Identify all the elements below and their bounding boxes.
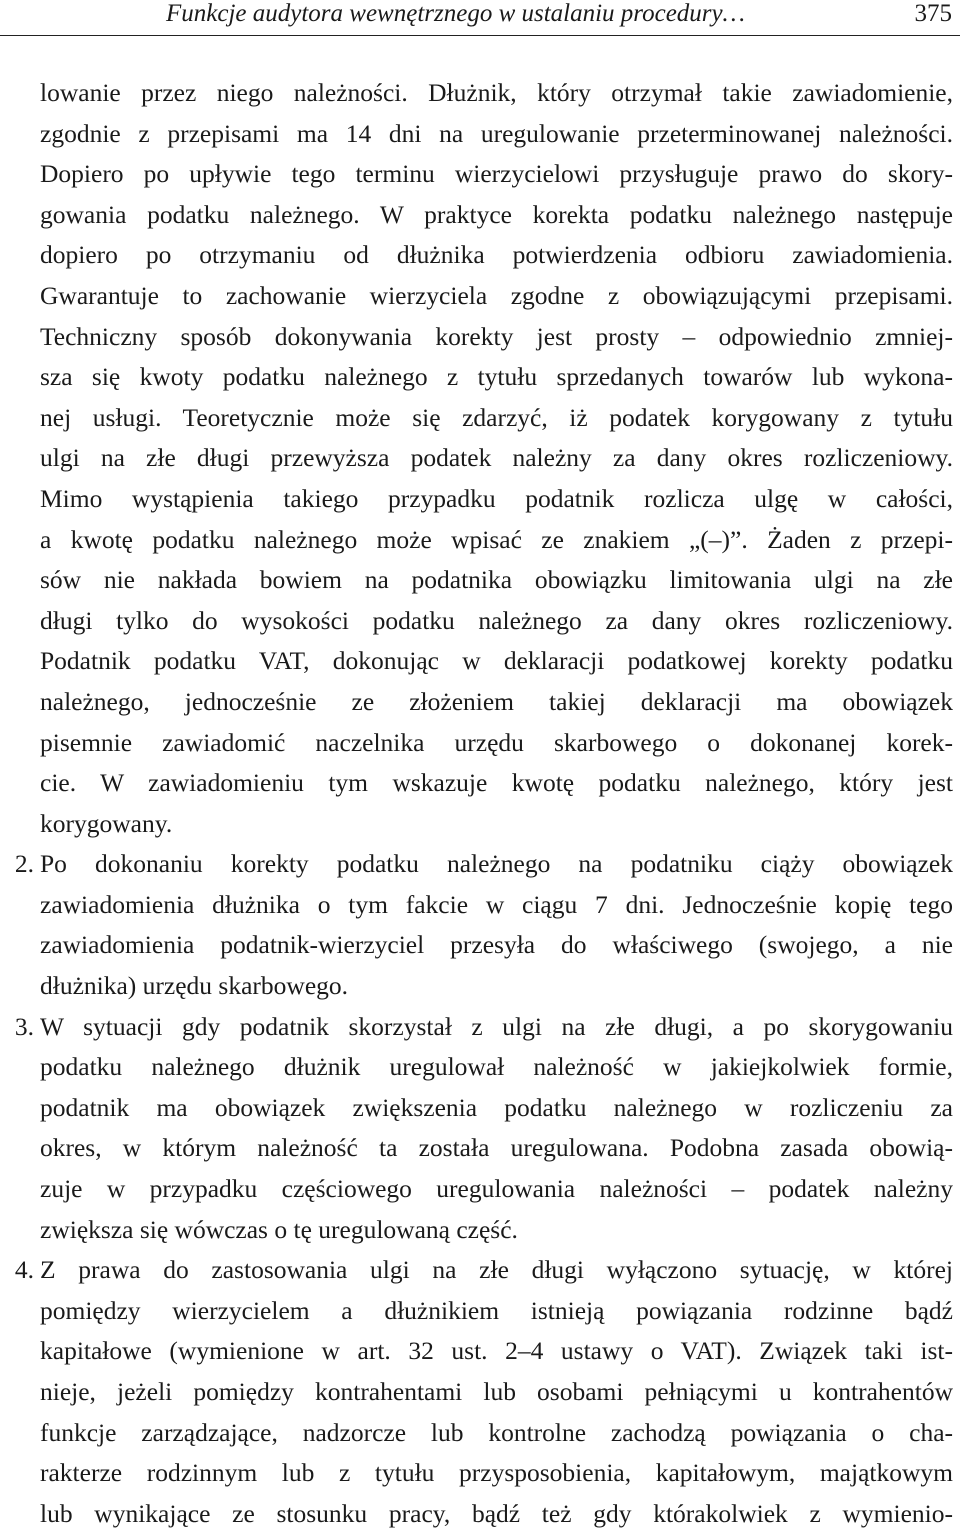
list-item-number: 2.	[14, 849, 34, 879]
text-line: Dopiero po upływie tego terminu wierzycielowi przysługuje prawo do skory-	[40, 159, 953, 189]
list-item-number: 3.	[14, 1011, 34, 1041]
text-line: nej usługi. Teoretycznie może się zdarzyć, iż podatek korygowany z tytułu	[40, 402, 953, 432]
text-line: lowanie przez niego należności. Dłużnik, który otrzymał takie zawiadomienie,	[40, 78, 953, 107]
text-line: kapitałowe (wymienione w art. 32 ust. 2–4 ustawy o VAT). Związek taki ist-	[40, 1336, 953, 1366]
text-line: długi tylko do wysokości podatku należnego za dany okres rozliczeniowy.	[40, 605, 953, 635]
text-line: Po dokonaniu korekty podatku należnego na podatniku ciąży obowiązek	[40, 849, 953, 879]
text-line: pisemnie zawiadomić naczelnika urzędu skarbowego o dokonanej korek-	[40, 727, 953, 757]
text-line: należnego, jednocześnie ze złożeniem takiej deklaracji ma obowiązek	[40, 686, 953, 716]
text-line: sów nie nakłada bowiem na podatnika obowiązku limitowania ulgi na złe	[40, 565, 953, 595]
text-line: nieje, jeżeli pomiędzy kontrahentami lub osobami pełniącymi u kontrahentów	[40, 1377, 953, 1406]
running-header-title: Funkcje audytora wewnętrznego w ustalaniu procedury…	[166, 0, 745, 27]
page-number: 375	[914, 0, 952, 27]
text-line: podatku należnego dłużnik uregulował należność w jakiejkolwiek formie,	[40, 1052, 953, 1082]
text-line: cie. W zawiadomieniu tym wskazuje kwotę podatku należnego, który jest	[40, 768, 953, 798]
text-line: okres, w którym należność ta została uregulowana. Podobna zasada obowią-	[40, 1133, 953, 1163]
list-item-2	[14, 844, 953, 1006]
text-line: W sytuacji gdy podatnik skorzystał z ulgi na złe długi, a po skorygowaniu	[40, 1011, 953, 1041]
text-line: zwiększa się wówczas o tę uregulowaną część.	[40, 1214, 518, 1244]
text-line: Techniczny sposób dokonywania korekty jest prosty – odpowiednio zmniej-	[40, 321, 953, 351]
text-line: Z prawa do zastosowania ulgi na złe długi wyłączono sytuację, w której	[40, 1255, 953, 1285]
text-line: zawiadomienia dłużnika o tym fakcie w ciągu 7 dni. Jednocześnie kopię tego	[40, 889, 953, 919]
list-item-number: 4.	[14, 1255, 34, 1285]
text-line: sza się kwoty podatku należnego z tytułu sprzedanych towarów lub wykona-	[40, 362, 953, 392]
list-item-4	[14, 1250, 953, 1534]
text-line: funkcje zarządzające, nadzorcze lub kontrolne zachodzą powiązania o cha-	[40, 1417, 953, 1447]
text-line: podatnik ma obowiązek zwiększenia podatku należnego w rozliczeniu za	[40, 1092, 953, 1122]
text-line: gowania podatku należnego. W praktyce korekta podatku należnego następuje	[40, 199, 953, 229]
text-line: pomiędzy wierzycielem a dłużnikiem istnieją powiązania rodzinne bądź	[40, 1295, 953, 1325]
text-line: zawiadomienia podatnik-wierzyciel przesyła do właściwego (swojego, a nie	[40, 930, 953, 960]
text-line: korygowany.	[40, 808, 173, 838]
list-item-3	[14, 1007, 953, 1251]
text-line: zgodnie z przepisami ma 14 dni na uregulowanie przeterminowanej należności.	[40, 118, 953, 148]
text-line: Podatnik podatku VAT, dokonując w deklaracji podatkowej korekty podatku	[40, 646, 953, 676]
text-line: zuje w przypadku częściowego uregulowania należności – podatek należny	[40, 1174, 953, 1204]
text-line: rakterze rodzinnym lub z tytułu przysposobienia, kapitałowym, majątkowym	[40, 1458, 953, 1488]
text-line: lub wynikające ze stosunku pracy, bądź też gdy którakolwiek z wymienio-	[40, 1498, 953, 1528]
text-line: ulgi na złe długi przewyższa podatek należny za dany okres rozliczeniowy.	[40, 443, 953, 473]
text-line: Mimo wystąpienia takiego przypadku podatnik rozlicza ulgę w całości,	[40, 483, 953, 513]
body-text	[14, 73, 953, 1534]
text-line: dłużnika) urzędu skarbowego.	[40, 971, 349, 1001]
text-line: a kwotę podatku należnego może wpisać ze znakiem „(–)”. Żaden z przepi-	[40, 524, 953, 554]
text-line: dopiero po otrzymaniu od dłużnika potwierdzenia odbioru zawiadomienia.	[40, 240, 953, 270]
text-line: Gwarantuje to zachowanie wierzyciela zgodne z obowiązującymi przepisami.	[40, 280, 953, 310]
intro-paragraph	[40, 73, 953, 844]
running-header	[0, 0, 960, 36]
